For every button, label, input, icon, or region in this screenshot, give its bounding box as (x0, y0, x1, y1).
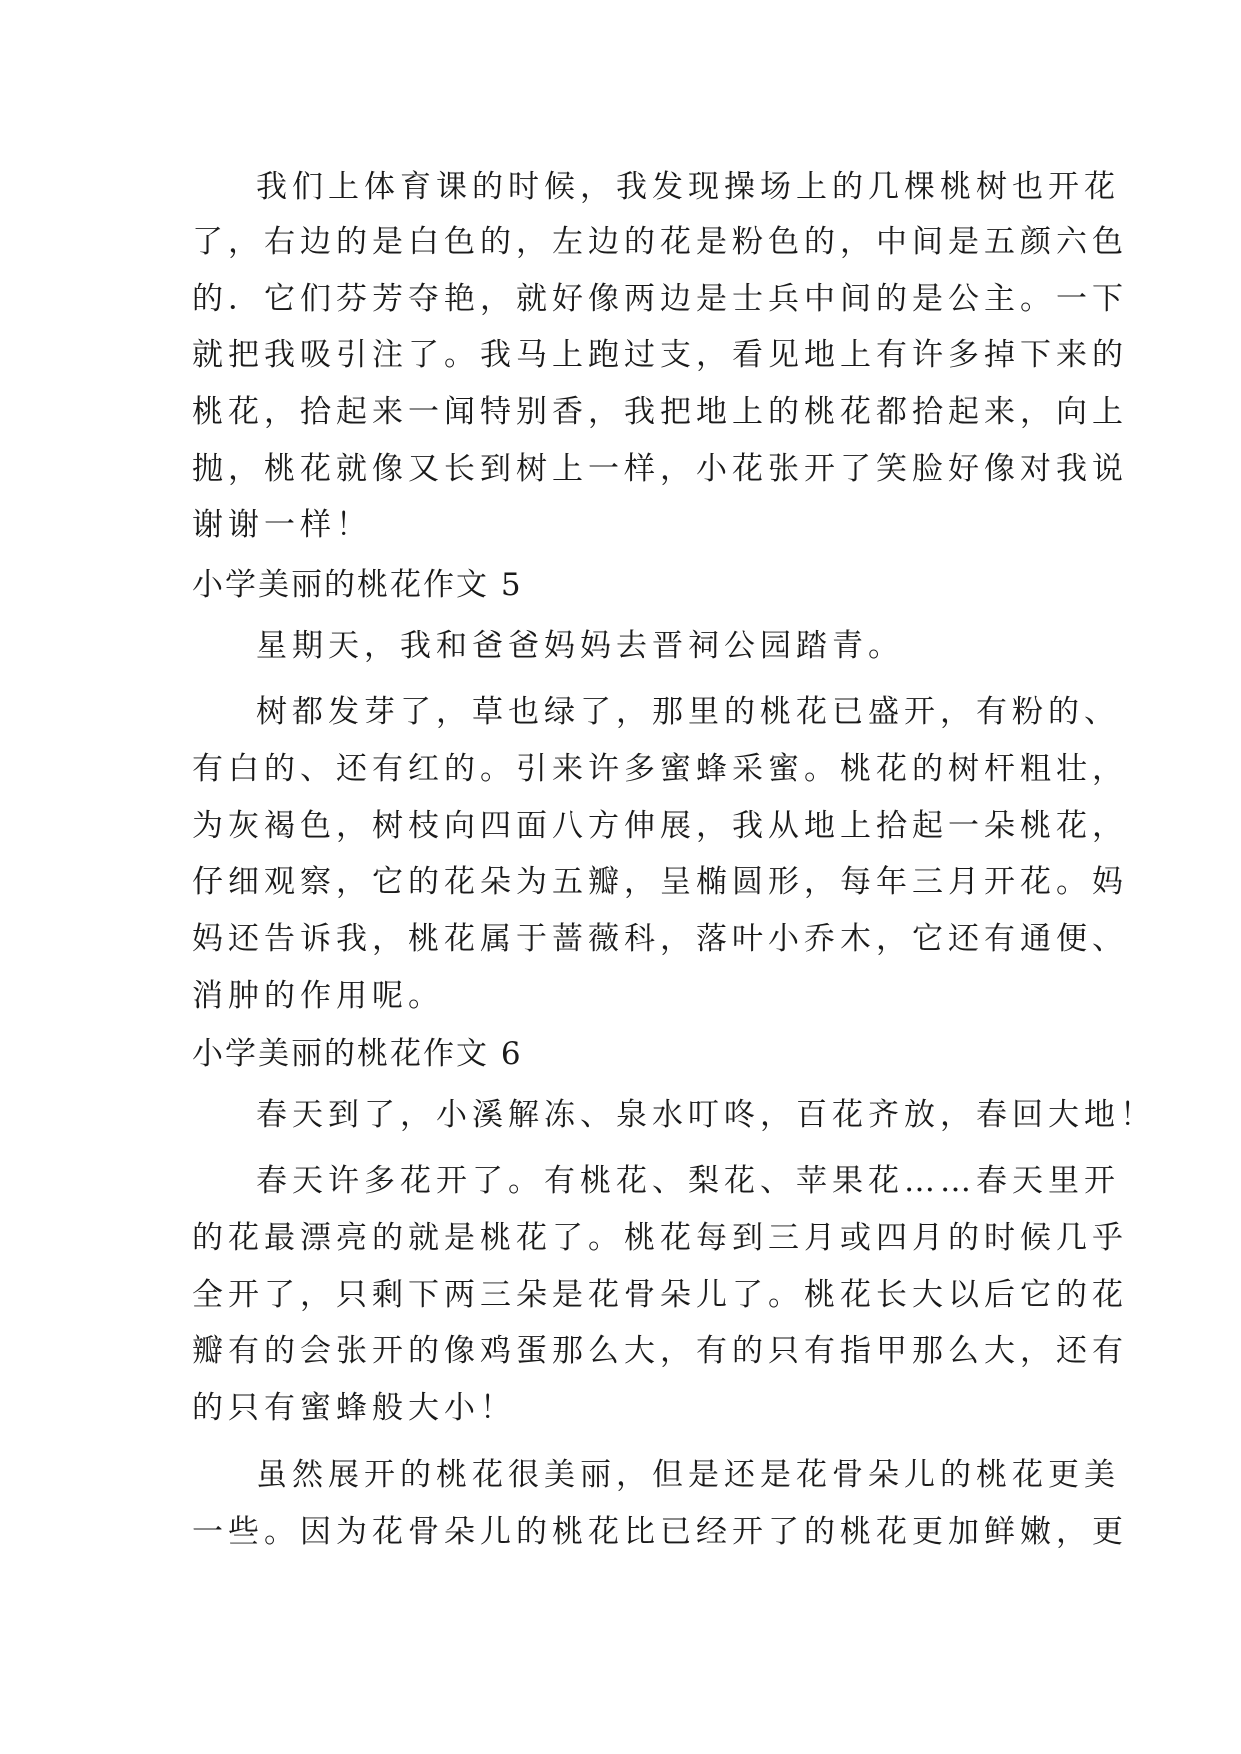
paragraph-line: 虽然展开的桃花很美丽，但是还是花骨朵儿的桃花更美 (256, 1457, 1120, 1493)
paragraph-line: 一些。因为花骨朵儿的桃花比已经开了的桃花更加鲜嫩，更 (192, 1514, 1128, 1550)
section-heading: 小学美丽的桃花作文 6 (192, 1036, 523, 1072)
paragraph-line: 树都发芽了，草也绿了，那里的桃花已盛开，有粉的、 (256, 694, 1120, 730)
paragraph-line: 春天到了，小溪解冻、泉水叮咚，百花齐放，春回大地！ (256, 1097, 1156, 1133)
paragraph-line: 妈还告诉我，桃花属于蔷薇科，落叶小乔木，它还有通便、 (192, 921, 1128, 957)
paragraph-line: 有白的、还有红的。引来许多蜜蜂采蜜。桃花的树杆粗壮， (192, 751, 1128, 787)
paragraph-line: 全开了，只剩下两三朵是花骨朵儿了。桃花长大以后它的花 (192, 1277, 1128, 1313)
paragraph-line: 春天许多花开了。有桃花、梨花、苹果花……春天里开 (256, 1163, 1120, 1199)
section-heading: 小学美丽的桃花作文 5 (192, 567, 523, 603)
paragraph-line: 桃花，拾起来一闻特别香，我把地上的桃花都拾起来，向上 (192, 394, 1128, 430)
paragraph-line: 为灰褐色，树枝向四面八方伸展，我从地上拾起一朵桃花， (192, 808, 1128, 844)
paragraph-line: 仔细观察，它的花朵为五瓣，呈椭圆形，每年三月开花。妈 (192, 864, 1128, 900)
paragraph-line: 星期天，我和爸爸妈妈去晋祠公园踏青。 (256, 628, 904, 664)
paragraph-line: 谢谢一样！ (192, 507, 372, 543)
paragraph-line: 就把我吸引注了。我马上跑过支，看见地上有许多掉下来的 (192, 337, 1128, 373)
paragraph-line: 消肿的作用呢。 (192, 978, 444, 1014)
paragraph-line: 的只有蜜蜂般大小！ (192, 1390, 516, 1426)
paragraph-line: 了，右边的是白色的，左边的花是粉色的，中间是五颜六色 (192, 224, 1128, 260)
paragraph-line: 我们上体育课的时候，我发现操场上的几棵桃树也开花 (256, 169, 1120, 205)
paragraph-line: 的．它们芬芳夺艳，就好像两边是士兵中间的是公主。一下 (192, 281, 1128, 317)
paragraph-line: 的花最漂亮的就是桃花了。桃花每到三月或四月的时候几乎 (192, 1220, 1128, 1256)
paragraph-line: 瓣有的会张开的像鸡蛋那么大，有的只有指甲那么大，还有 (192, 1333, 1128, 1369)
paragraph-line: 抛，桃花就像又长到树上一样，小花张开了笑脸好像对我说 (192, 451, 1128, 487)
